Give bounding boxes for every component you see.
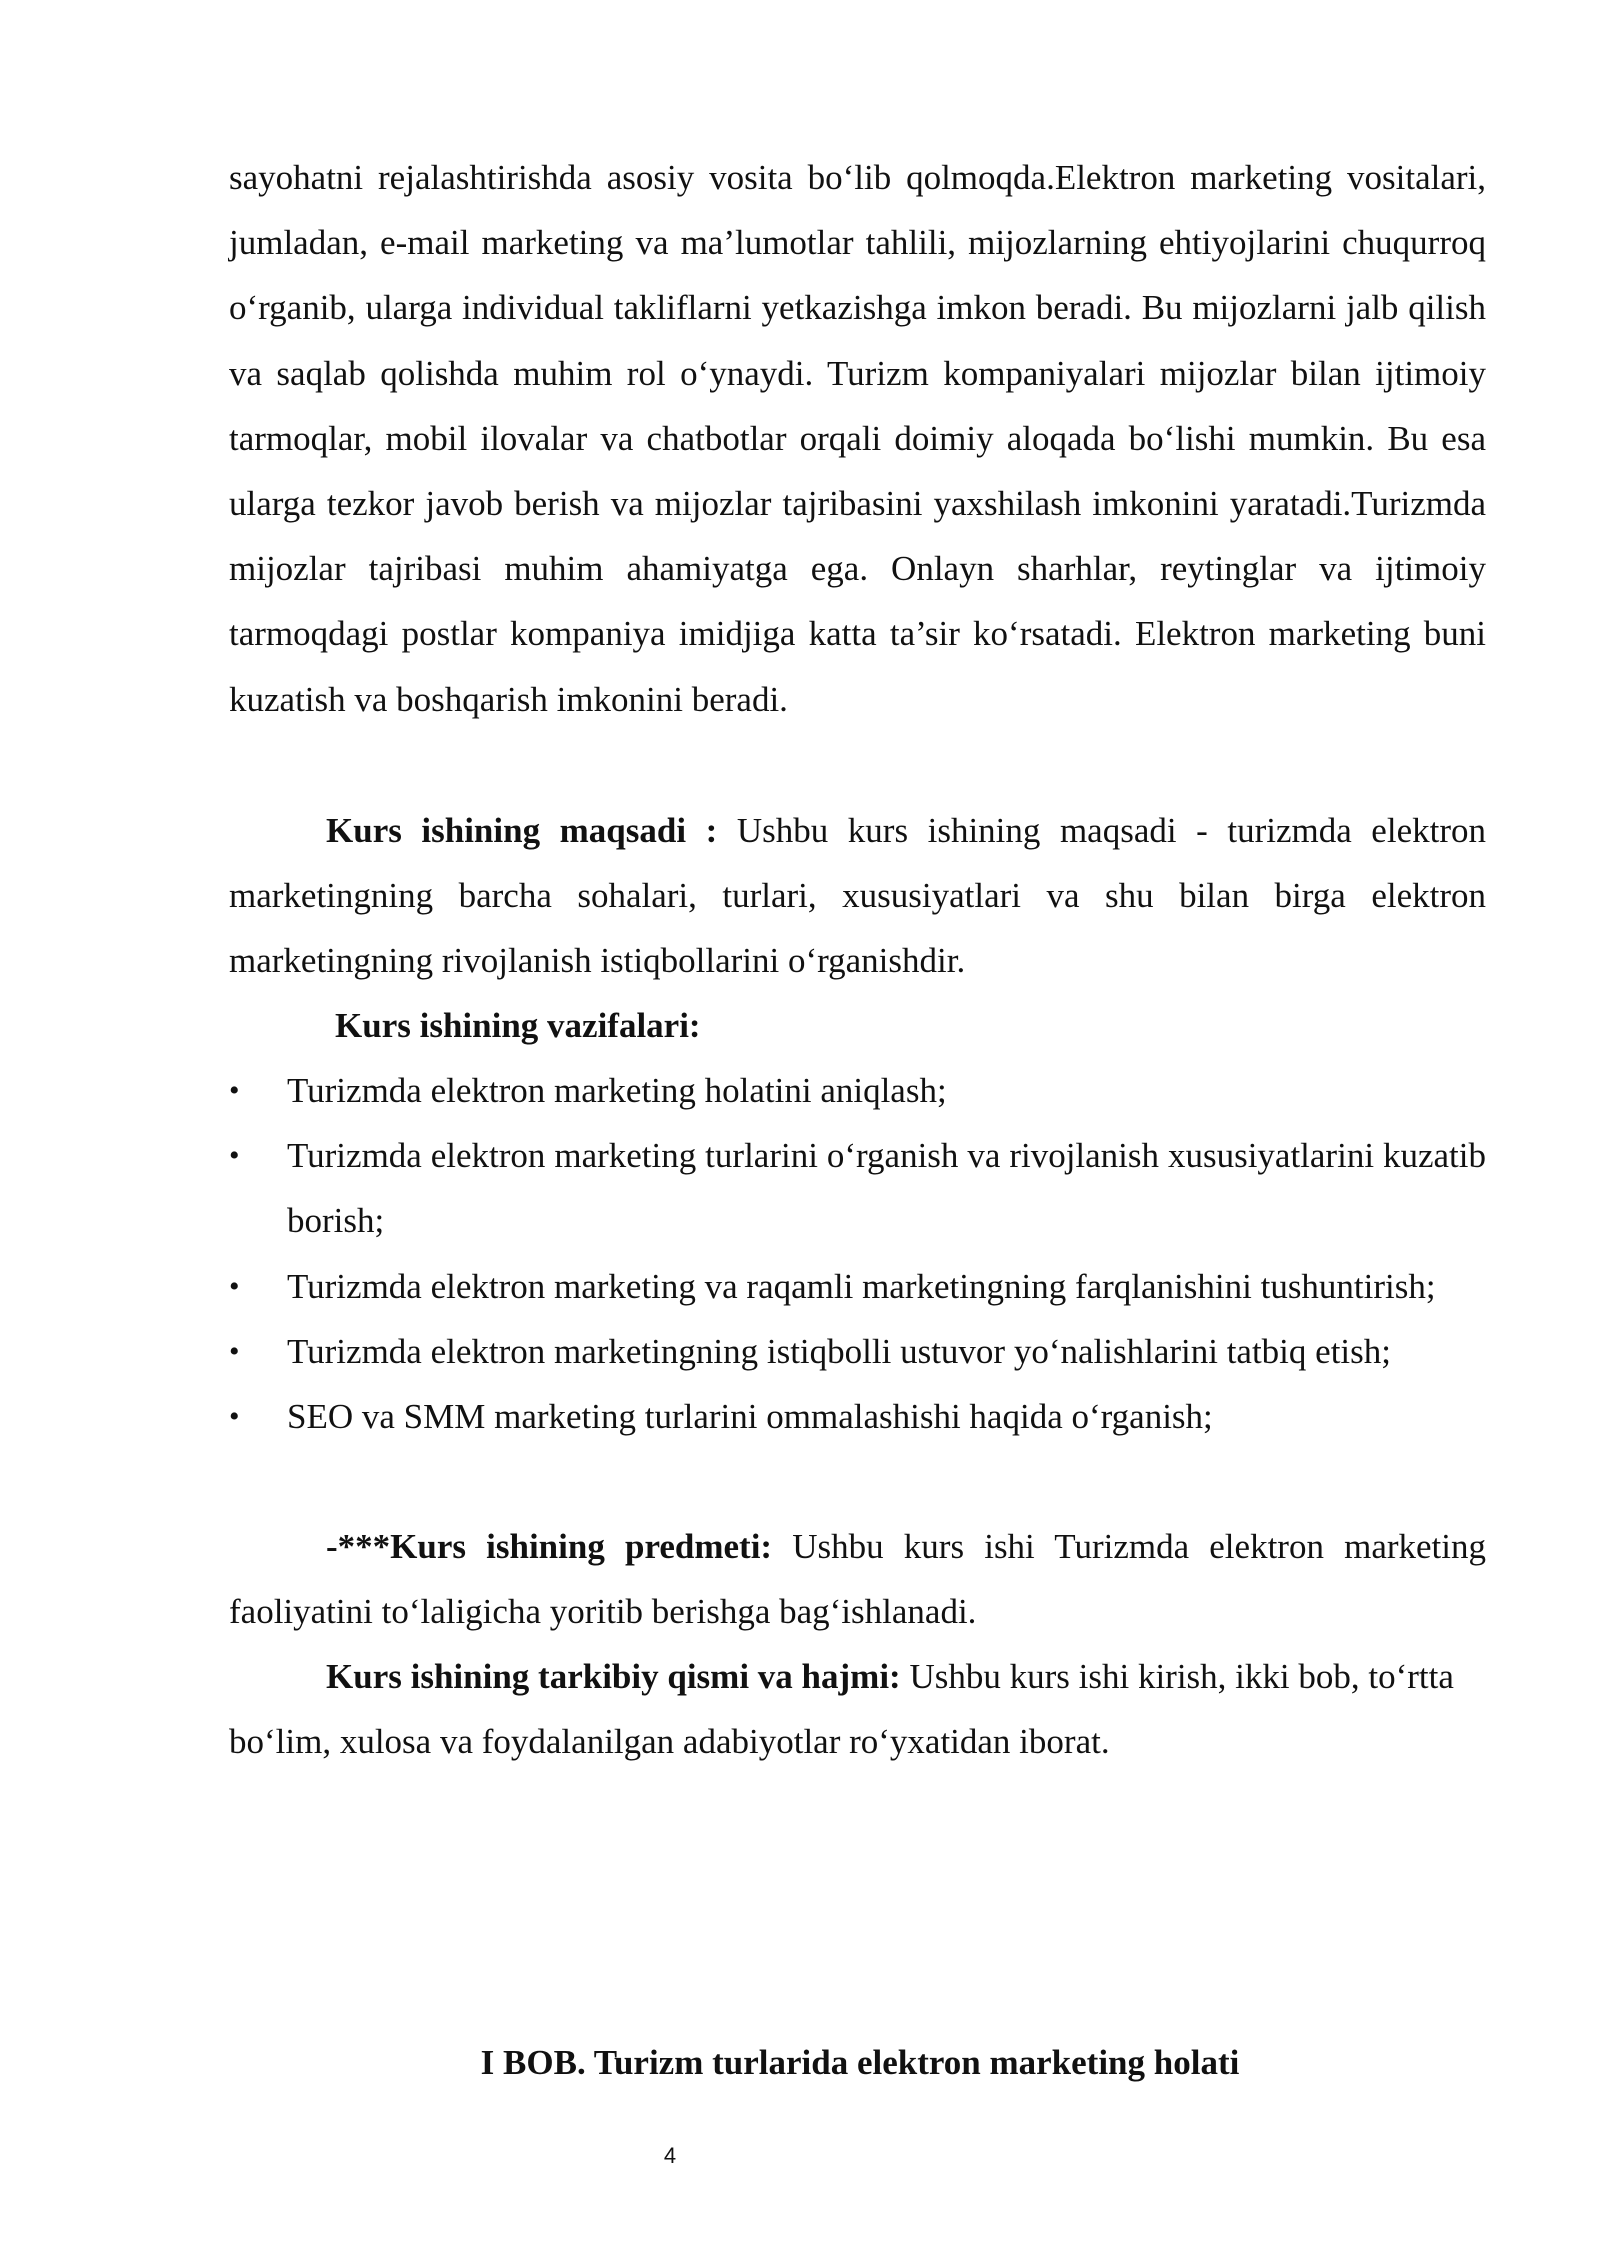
structure-paragraph (229, 1644, 1486, 1774)
structure-label: Kurs ishining tarkibiy qismi va hajmi: (326, 1657, 901, 1696)
task-text: Turizmda elektron marketingning istiqbolli ustuvor yo‘nalishlarini tatbiq etish; (287, 1331, 1391, 1371)
list-item (229, 1058, 1486, 1123)
list-item (229, 1123, 1486, 1253)
goal-paragraph (229, 798, 1486, 994)
list-item (229, 1319, 1486, 1384)
subject-paragraph (229, 1514, 1486, 1644)
subject-text: Ushbu kurs ishi Turizmda elektron marketing faoliyatini to‘laligicha yoritib berishga bag‘ishlanadi. (229, 1527, 1486, 1632)
task-text: SEO va SMM marketing turlarini ommalashishi haqida o‘rganish; (287, 1397, 1213, 1437)
page-number: 4 (663, 2143, 677, 2168)
subject-label: -***Kurs ishining predmeti: (326, 1527, 773, 1566)
bullet-icon: • (229, 1074, 240, 1107)
chapter-title: I BOB. Turizm turlarida elektron marketing holati (480, 2043, 1240, 2082)
structure-text: Ushbu kurs ishi kirish, ikki bob, to‘rtta bo‘lim, xulosa va foydalanilgan adabiyotlar ro‘yxatidan iborat. (229, 1657, 1454, 1762)
bullet-icon: • (229, 1139, 240, 1173)
tasks-heading: Kurs ishining vazifalari: (335, 1006, 701, 1045)
bullet-icon: • (229, 1334, 240, 1368)
bullet-icon: • (229, 1400, 240, 1434)
task-text: Turizmda elektron marketing turlarini o‘rganish va rivojlanish xususiyatlarini kuzatib borish; (287, 1136, 1486, 1241)
tasks-list (229, 1058, 1486, 1449)
task-text: Turizmda elektron marketing va raqamli marketingning farqlanishini tushuntirish; (287, 1266, 1436, 1306)
bullet-icon: • (229, 1269, 240, 1303)
list-item (229, 1254, 1486, 1319)
intro-paragraph: sayohatni rejalashtirishda asosiy vosita bo‘lib qolmoqda.Elektron marketing vositalari, jumladan, e-mail marketing va ma’lumotlar tahlili, mijozlarning ehtiyojlarini chuqurroq o‘rganib, ularga individual takliflarni yetkazishga imkon beradi. Bu mijozlarni jalb qilish va saqlab qolishda muhim rol o‘ynaydi. Turizm kompaniyalari mijozlar bilan ijtimoiy tarmoqlar, mobil ilovalar va chatbotlar orqali doimiy aloqada bo‘lishi mumkin. Bu esa ularga tezkor javob berish va mijozlar tajribasini yaxshilash imkonini yaratadi.Turizmda mijozlar tajribasi muhim ahamiyatga ega. Onlayn sharhlar, reytinglar va ijtimoiy tarmoqdagi postlar kompaniya imidjiga katta ta’sir ko‘rsatadi. Elektron marketing buni kuzatish va boshqarish imkonini beradi. (229, 158, 1486, 719)
goal-text: Ushbu kurs ishining maqsadi - turizmda elektron marketingning barcha sohalari, turlari, xususiyatlari va shu bilan birga elektron marketingning rivojlanish istiqbollarini o‘rganishdir. (229, 811, 1486, 981)
goal-label: Kurs ishining maqsadi : (326, 811, 718, 850)
list-item (229, 1384, 1486, 1449)
task-text: Turizmda elektron marketing holatini aniqlash; (287, 1071, 947, 1110)
